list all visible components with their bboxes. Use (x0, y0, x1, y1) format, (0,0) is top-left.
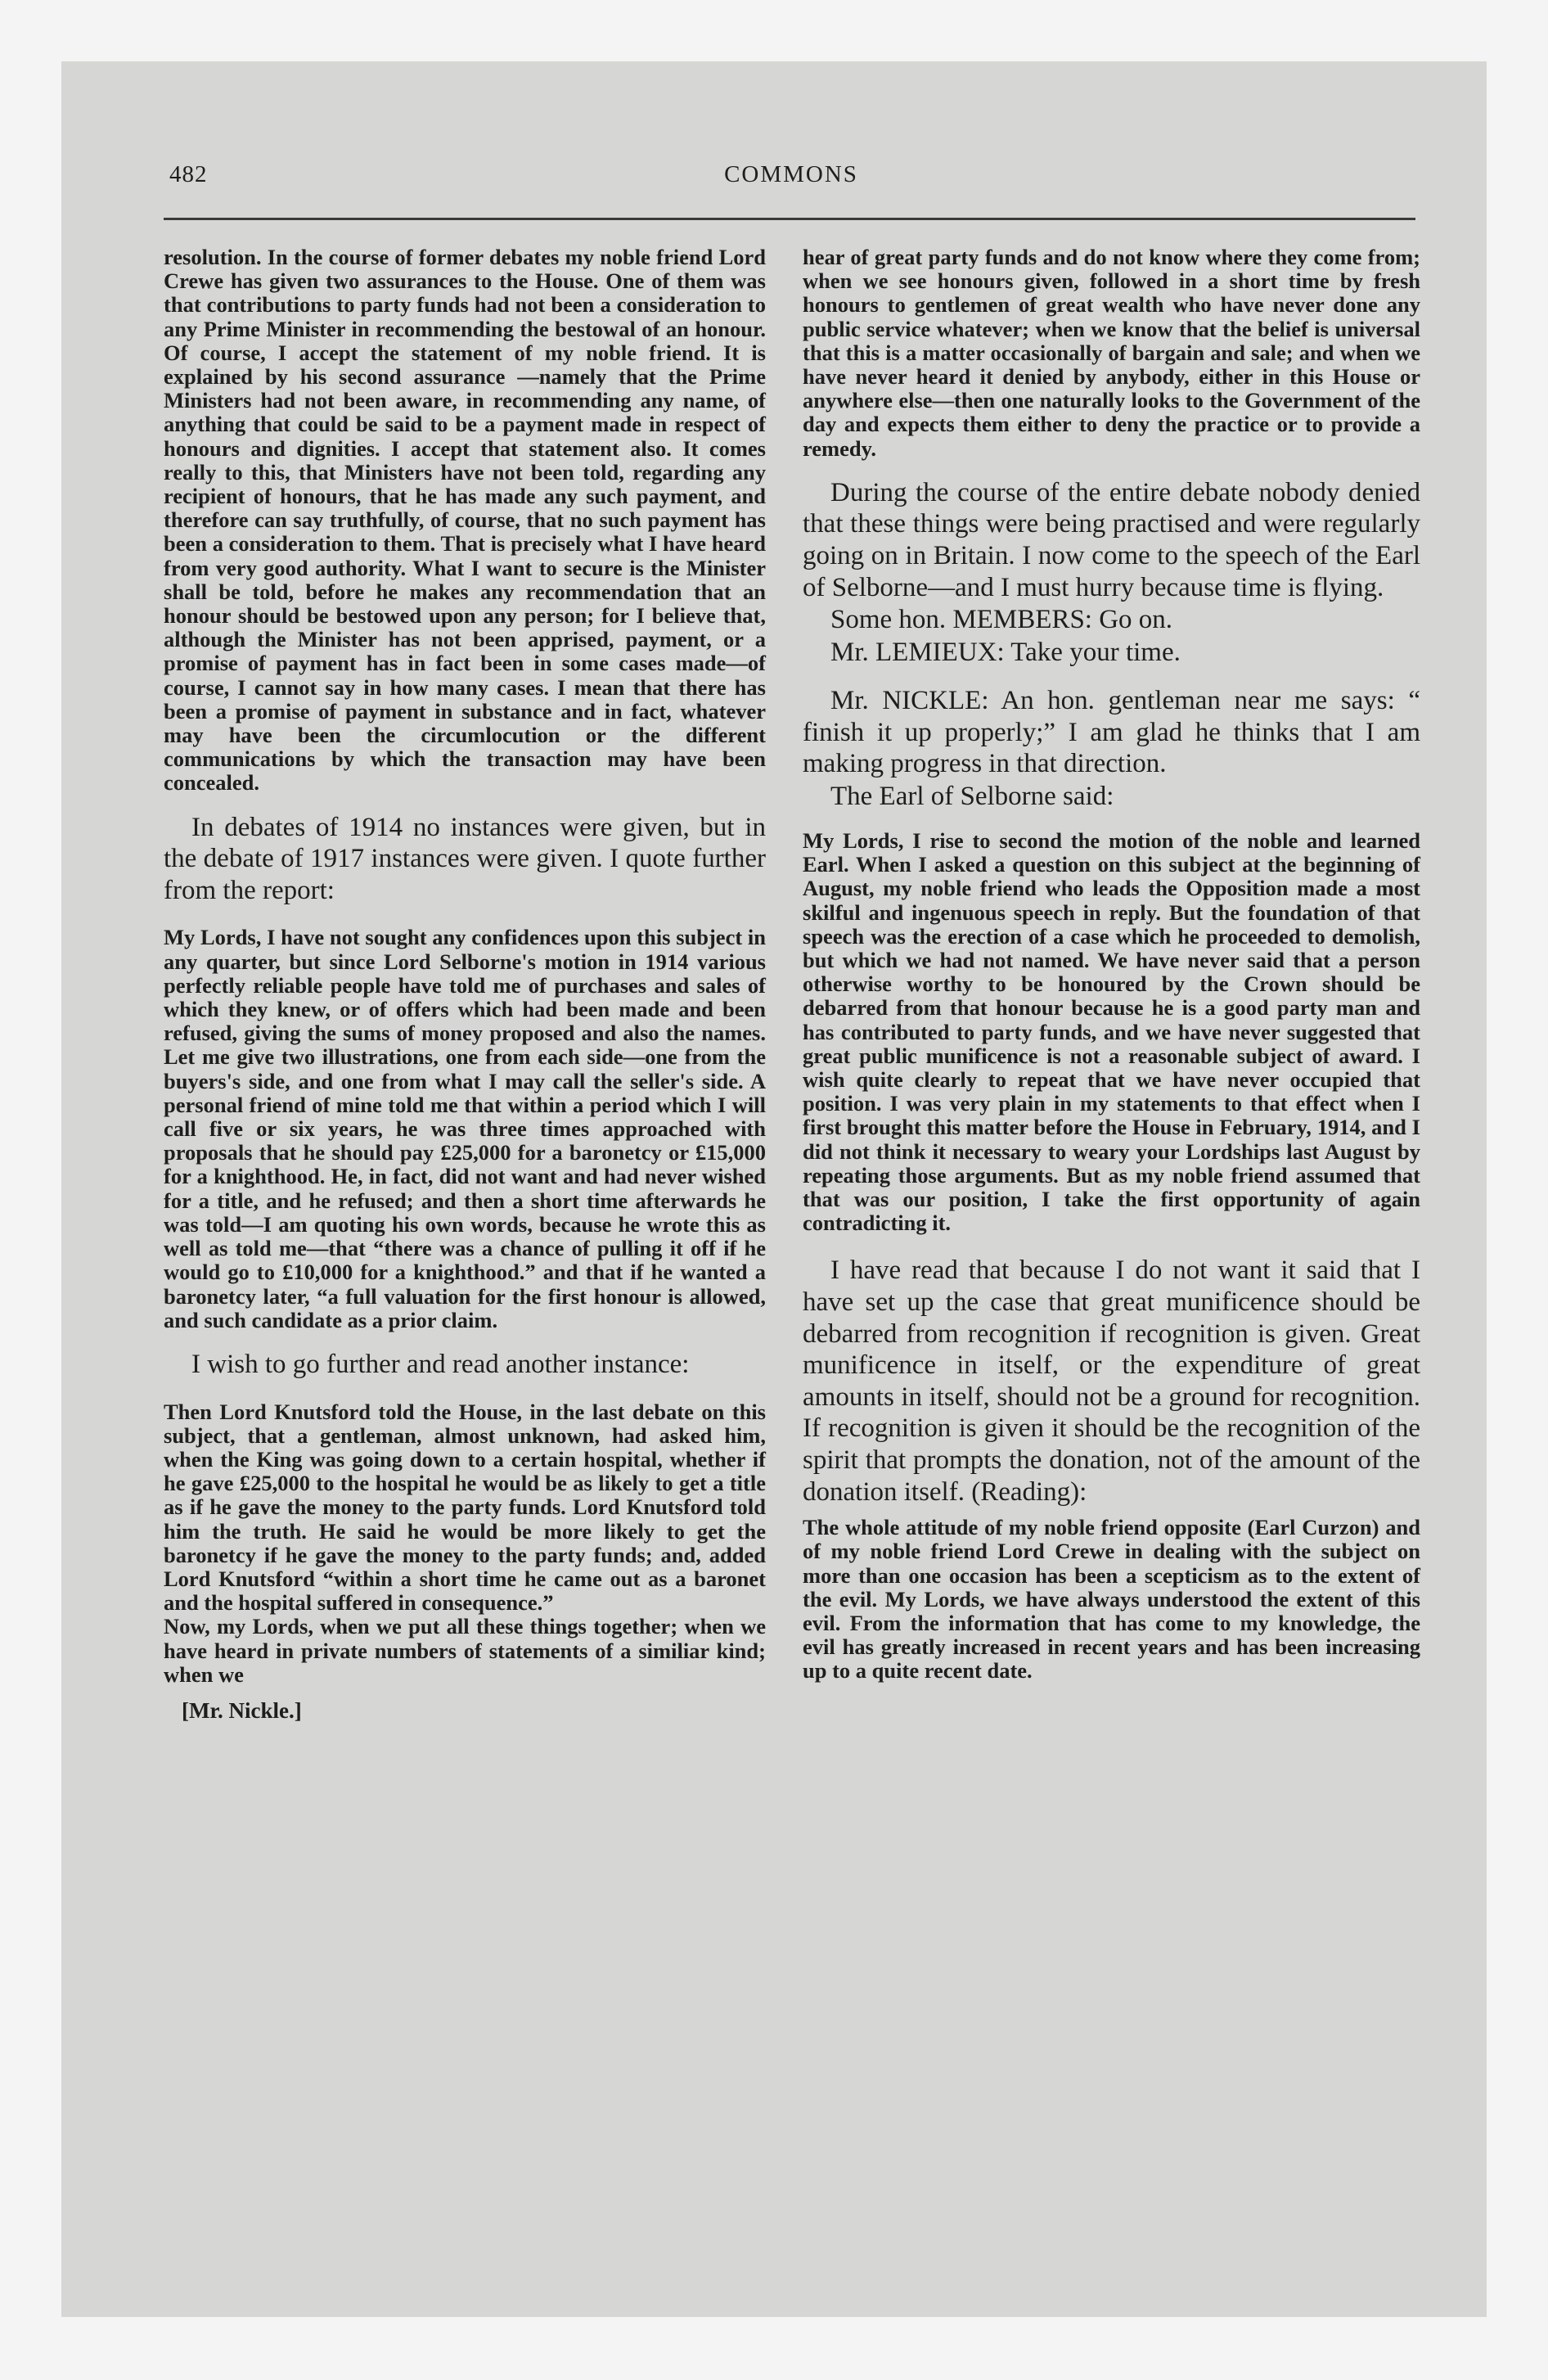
selborne-quote: My Lords, I rise to second the motion of the noble and learned Earl. When I asked a question on this subject at the beginning of August, my noble friend who leads the Opposition made a most skilful and ingenuous speech in reply. But the foundation of that speech was the erection of a case which he proceeded to demolish, but which we had not named. We have never said that a person otherwise worthy to be honoured by the Crown should be debarred from that honour because he is a good party man and has contributed to party funds, and we have never suggested that great public munificence is not a reasonable subject of award. I wish quite clearly to repeat that we have never occupied that position. I was very plain in my statements to that effect when I first brought this matter before the House in February, 1914, and I did not think it necessary to weary your Lordships last August by repeating those arguments. But as my noble friend assumed that that was our position, I take the first opportunity of again contradicting it. (803, 827, 1420, 1236)
right-quote-final: The whole attitude of my noble friend opposite (Earl Curzon) and of my noble friend Lord Crewe in dealing with the subject on more than one occasion has been a scepticism as to the extent of the evil. My Lords, we have always understood the extent of this evil. From the information that has come to my knowledge, the evil has greatly increased in recent years and has been increasing up to a quite recent date. (803, 1515, 1420, 1684)
right-column (803, 246, 1420, 1684)
left-paragraph-6: Now, my Lords, when we put all these things together; when we have heard in private numbers of statements of a similiar kind; when we (164, 1614, 766, 1687)
selborne-intro: The Earl of Selborne said: (830, 781, 1114, 811)
left-quote-2: Then Lord Knutsford told the House, in the last debate on this subject, that a gentleman, almost unknown, had asked him, when the King was going down to a certain hospital, whether if he gave £25,000 to the hospital he would be as likely to get a title as if he gave the money to the party funds. Lord Knutsford told him the truth. He said he would be more likely to get the baronetcy if he gave the money to the party funds; and, added Lord Knutsford “within a short time he came out as a baronet and the hospital suffered in consequence.” (164, 1399, 766, 1616)
left-paragraph-1: resolution. In the course of former debates my noble friend Lord Crewe has given two assurances to the House. One of them was that contributions to party funds had not been a consideration to any Prime Minister in recommending the bestowal of an honour. Of course, I accept the statement of my noble friend. It is explained by his second assurance —namely that the Prime Ministers had not been aware, in recommending any name, of anything that could be said to be a payment made in respect of honours and dignities. I accept that statement also. It comes really to this, that Ministers have not been told, regarding any recipient of honours, that he has made any such payment, and therefore can say truthfully, of course, that no such payment has been a consideration to them. That is precisely what I have heard from very good authority. What I want to secure is the Minister shall be told, before he makes any recommendation that an honour should be bestowed upon any person; for I believe that, although the Minister has not been apprised, payment, or a promise of payment has in fact been in some cases made—of course, I cannot say in how many cases. I mean that there has been a promise of payment in substance and in fact, whatever may have been the circumlocution or the different communications by which the transaction may have been concealed. (164, 245, 766, 796)
members-interjection: Some hon. MEMBERS: Go on. (830, 605, 1173, 635)
page-number: 482 (169, 161, 208, 187)
running-head: COMMONS (724, 161, 858, 187)
left-paragraph-4: I wish to go further and read another instance: (191, 1349, 690, 1379)
left-quote-1: My Lords, I have not sought any confidences upon this subject in any quarter, but since Lord Selborne's motion in 1914 various perfectly reliable people have told me of purchases and sales of which they knew, or of offers which had been made and been refused, giving the sums of money proposed and also the names. Let me give two illustrations, one from each side—one from the buyers's side, and one from what I may call the seller's side. A personal friend of mine told me that within a period which I will call five or six years, he was three times approached with proposals that he should pay £25,000 for a baronetcy or £15,000 for a knighthood. He, in fact, did not want and had never wished for a title, and he refused; and then a short time afterwards he was told—I am quoting his own words, because he wrote this as well as told me—that “there was a chance of pulling it off if he would go to £10,000 for a knighthood.” and that if he wanted a baronetcy later, “a full valuation for the first honour is allowed, and such candidate as a prior claim. (164, 925, 766, 1332)
nickle-remark: Mr. NICKLE: An hon. gentleman near me says: “ finish it up properly;” I am glad he thinks that I am making progress in that direction. (803, 686, 1420, 779)
page-header (169, 161, 1413, 202)
left-column (164, 246, 766, 1724)
lemieux-interjection: Mr. LEMIEUX: Take your time. (830, 638, 1181, 668)
left-paragraph-2: In debates of 1914 no instances were given, but in the debate of 1917 instances were given. I quote further from the report: (164, 812, 766, 905)
header-rule (164, 218, 1415, 220)
right-paragraph-8: I have read that because I do not want it said that I have set up the case that great munificence should be debarred from recognition if recognition is given. Great munificence in itself, or the expenditure of great amounts in itself, should not be a ground for recognition. If recognition is given it should be the recognition of the spirit that prompts the donation, not of the amount of the donation itself. (Reading): (803, 1255, 1420, 1507)
speaker-footer-tag: [Mr. Nickle.] (182, 1697, 302, 1723)
right-paragraph-2: During the course of the entire debate nobody denied that these things were being practised and were regularly going on in Britain. I now come to the speech of the Earl of Selborne—and I must hurry because time is flying. (803, 477, 1420, 602)
right-paragraph-1: hear of great party funds and do not know where they come from; when we see honours given, followed in a short time by fresh honours to gentlemen of great wealth who have never done any public service whatever; when we know that the belief is universal that this is a matter occasionally of bargain and sale; and when we have never heard it denied by anybody, either in this House or anywhere else—then one naturally looks to the Government of the day and expects them either to deny the practice or to provide a remedy. (803, 245, 1420, 461)
